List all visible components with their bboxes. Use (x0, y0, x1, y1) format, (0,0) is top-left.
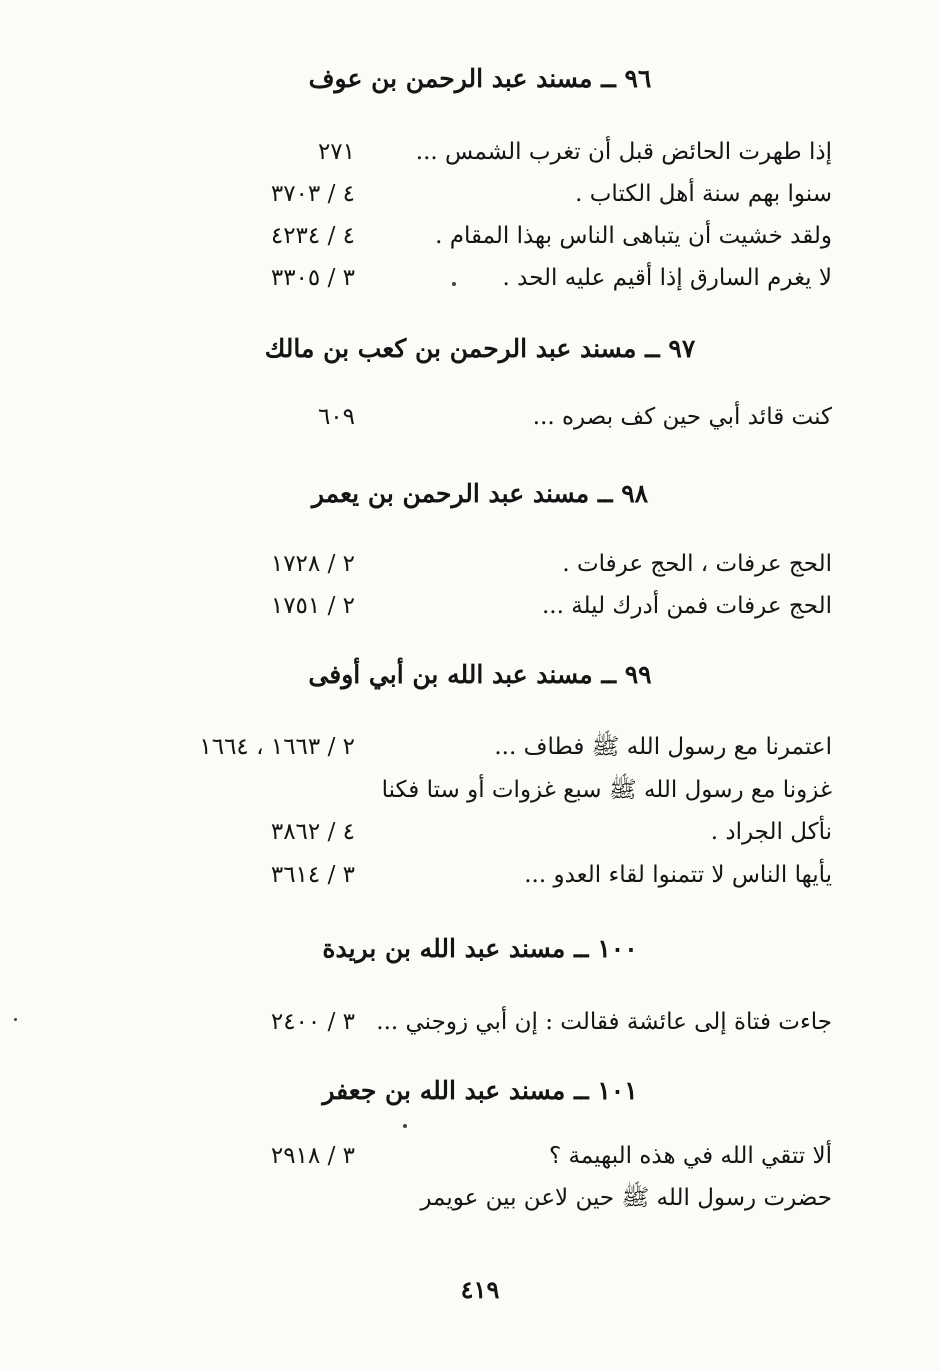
scan-speck (14, 1018, 17, 1021)
section-heading-96: ٩٦ ــ مسند عبد الرحمن بن عوف (308, 64, 652, 93)
entry-text: حضرت رسول الله ﷺ حين لاعن بين عويمر (420, 1185, 832, 1211)
entry-text: يأيها الناس لا تتمنوا لقاء العدو ... (524, 862, 832, 888)
entry-reference: ٤ / ٤٢٣٤ (270, 223, 355, 249)
entry-text: الحج عرفات ، الحج عرفات . (562, 551, 832, 577)
entry-text: لا يغرم السارق إذا أقيم عليه الحد . (502, 265, 832, 291)
entry-text: اعتمرنا مع رسول الله ﷺ فطاف ... (494, 734, 832, 760)
entry-reference: ٢ / ١٧٢٨ (270, 551, 355, 577)
entry-text: الحج عرفات فمن أدرك ليلة ... (541, 593, 832, 619)
entry-reference: ٢ / ١٦٦٣ ، ١٦٦٤ (199, 734, 355, 760)
scan-speck (403, 1124, 407, 1128)
entry-reference: ٤ / ٣٧٠٣ (270, 181, 355, 207)
entry-reference: ٢ / ١٧٥١ (270, 593, 355, 619)
entry-reference: ٢٧١ (317, 139, 355, 165)
entry-reference: ٣ / ٣٣٠٥ (270, 265, 355, 291)
entry-text: غزونا مع رسول الله ﷺ سبع غزوات أو ستا فكنا (381, 777, 832, 803)
entry-reference: ٣ / ٢٩١٨ (270, 1143, 355, 1169)
scan-speck (452, 282, 456, 286)
entry-reference: ٣ / ٢٤٠٠ (270, 1009, 355, 1035)
section-heading-100: ١٠٠ ــ مسند عبد الله بن بريدة (322, 934, 638, 963)
entry-text: نأكل الجراد . (710, 819, 832, 845)
entry-reference: ٦٠٩ (317, 404, 355, 430)
entry-reference: ٤ / ٣٨٦٢ (270, 819, 355, 845)
entry-text: كنت قائد أبي حين كف بصره ... (532, 404, 832, 430)
entry-text: ولقد خشيت أن يتباهى الناس بهذا المقام . (435, 223, 832, 249)
entry-reference: ٣ / ٣٦١٤ (270, 862, 355, 888)
entry-text: سنوا بهم سنة أهل الكتاب . (575, 181, 832, 207)
section-heading-97: ٩٧ ــ مسند عبد الرحمن بن كعب بن مالك (264, 334, 696, 363)
entry-text: جاءت فتاة إلى عائشة فقالت : إن أبي زوجني ... (376, 1009, 832, 1035)
entry-text: ألا تتقي الله في هذه البهيمة ؟ (549, 1143, 832, 1169)
entry-text: إذا طهرت الحائض قبل أن تغرب الشمس ... (415, 139, 832, 165)
section-heading-99: ٩٩ ــ مسند عبد الله بن أبي أوفى (308, 660, 652, 689)
page-number: ٤١٩ (460, 1275, 500, 1304)
section-heading-98: ٩٨ ــ مسند عبد الرحمن بن يعمر (311, 479, 649, 508)
section-heading-101: ١٠١ ــ مسند عبد الله بن جعفر (322, 1076, 638, 1105)
